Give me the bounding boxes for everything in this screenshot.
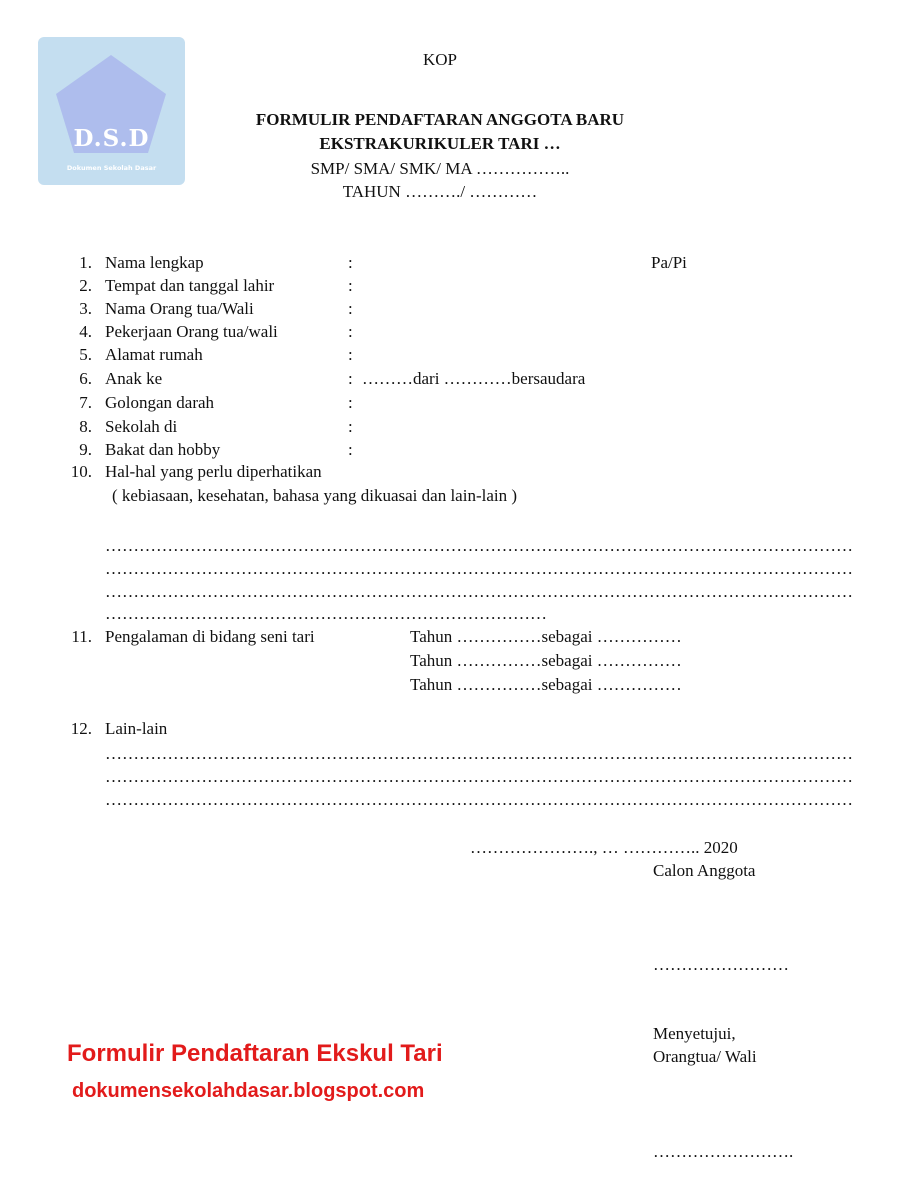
field-colon: : bbox=[348, 276, 353, 295]
experience-row: Tahun ……………sebagai …………… bbox=[410, 627, 682, 646]
experience-row: Tahun ……………sebagai …………… bbox=[410, 675, 682, 694]
school-line: SMP/ SMA/ SMK/ MA …………….. bbox=[310, 159, 570, 178]
field-number: 8. bbox=[79, 417, 92, 436]
field-label: Nama Orang tua/Wali bbox=[105, 299, 254, 318]
banner-url[interactable]: dokumensekolahdasar.blogspot.com bbox=[72, 1080, 425, 1102]
banner-title: Formulir Pendaftaran Ekskul Tari bbox=[67, 1040, 443, 1067]
approve-label: Menyetujui, bbox=[653, 1024, 736, 1043]
field-number: 2. bbox=[79, 276, 92, 295]
gender-label: Pa/Pi bbox=[651, 253, 687, 272]
applicant-label: Calon Anggota bbox=[653, 861, 756, 880]
item10-number: 10. bbox=[70, 462, 92, 481]
field-colon: : bbox=[348, 440, 353, 459]
dotted-line: …………………………………………………………………………………………………………………… bbox=[105, 744, 853, 763]
date-line: …………………., … ………….. 2020 bbox=[470, 838, 738, 857]
item10-note: ( kebiasaan, kesehatan, bahasa yang dikuasai dan lain-lain ) bbox=[112, 486, 518, 505]
field-number: 5. bbox=[79, 345, 92, 364]
item12-label: Lain-lain bbox=[105, 719, 168, 738]
field-label: Golongan darah bbox=[105, 393, 215, 412]
field-value-siblings: ………dari …………bersaudara bbox=[362, 369, 586, 388]
field-label: Sekolah di bbox=[105, 417, 178, 436]
dotted-line: …………………………………………………………………………………………………………………… bbox=[105, 582, 853, 601]
parent-signature-line: ……………………. bbox=[653, 1142, 794, 1161]
experience-row: Tahun ……………sebagai …………… bbox=[410, 651, 682, 670]
item11-label: Pengalaman di bidang seni tari bbox=[105, 627, 315, 646]
dotted-line: …………………………………………………………………………………………………………………… bbox=[105, 536, 853, 555]
item11-number: 11. bbox=[71, 627, 92, 646]
logo-sub-text: Dokumen Sekolah Dasar bbox=[66, 164, 157, 172]
field-colon: : bbox=[348, 417, 353, 436]
dotted-line: …………………………………………………………………………………………………………………… bbox=[105, 767, 853, 786]
field-number: 3. bbox=[79, 299, 92, 318]
field-label: Pekerjaan Orang tua/wali bbox=[105, 322, 278, 341]
item10-label: Hal-hal yang perlu diperhatikan bbox=[105, 462, 322, 481]
kop-label: KOP bbox=[422, 50, 457, 69]
field-label: Anak ke bbox=[105, 369, 163, 388]
field-colon: : bbox=[348, 369, 353, 388]
field-label: Alamat rumah bbox=[105, 345, 203, 364]
dotted-line: …………………………………………………………………………………………………………………… bbox=[105, 559, 853, 578]
field-number: 1. bbox=[79, 253, 92, 272]
form-title-line2: EKSTRAKURIKULER TARI … bbox=[319, 134, 561, 153]
year-line: TAHUN ………./ ………… bbox=[342, 182, 538, 201]
field-colon: : bbox=[348, 253, 353, 272]
form-title-line1: FORMULIR PENDAFTARAN ANGGOTA BARU bbox=[255, 110, 625, 129]
field-colon: : bbox=[348, 393, 353, 412]
field-number: 7. bbox=[79, 393, 92, 412]
field-label: Nama lengkap bbox=[105, 253, 204, 272]
logo-main-text: D.S.D bbox=[73, 125, 150, 152]
field-label: Tempat dan tanggal lahir bbox=[105, 276, 275, 295]
field-number: 9. bbox=[79, 440, 92, 459]
field-number: 6. bbox=[79, 369, 92, 388]
parent-label: Orangtua/ Wali bbox=[653, 1047, 757, 1066]
field-colon: : bbox=[348, 345, 353, 364]
field-number: 4. bbox=[79, 322, 92, 341]
field-label: Bakat dan hobby bbox=[105, 440, 221, 459]
dotted-line: …………………………………………………………………………………………………………………… bbox=[105, 790, 853, 809]
field-colon: : bbox=[348, 322, 353, 341]
dotted-line: …………………………………………………………………… bbox=[105, 604, 547, 623]
applicant-signature-line: …………………… bbox=[653, 955, 789, 974]
field-colon: : bbox=[348, 299, 353, 318]
item12-number: 12. bbox=[70, 719, 92, 738]
